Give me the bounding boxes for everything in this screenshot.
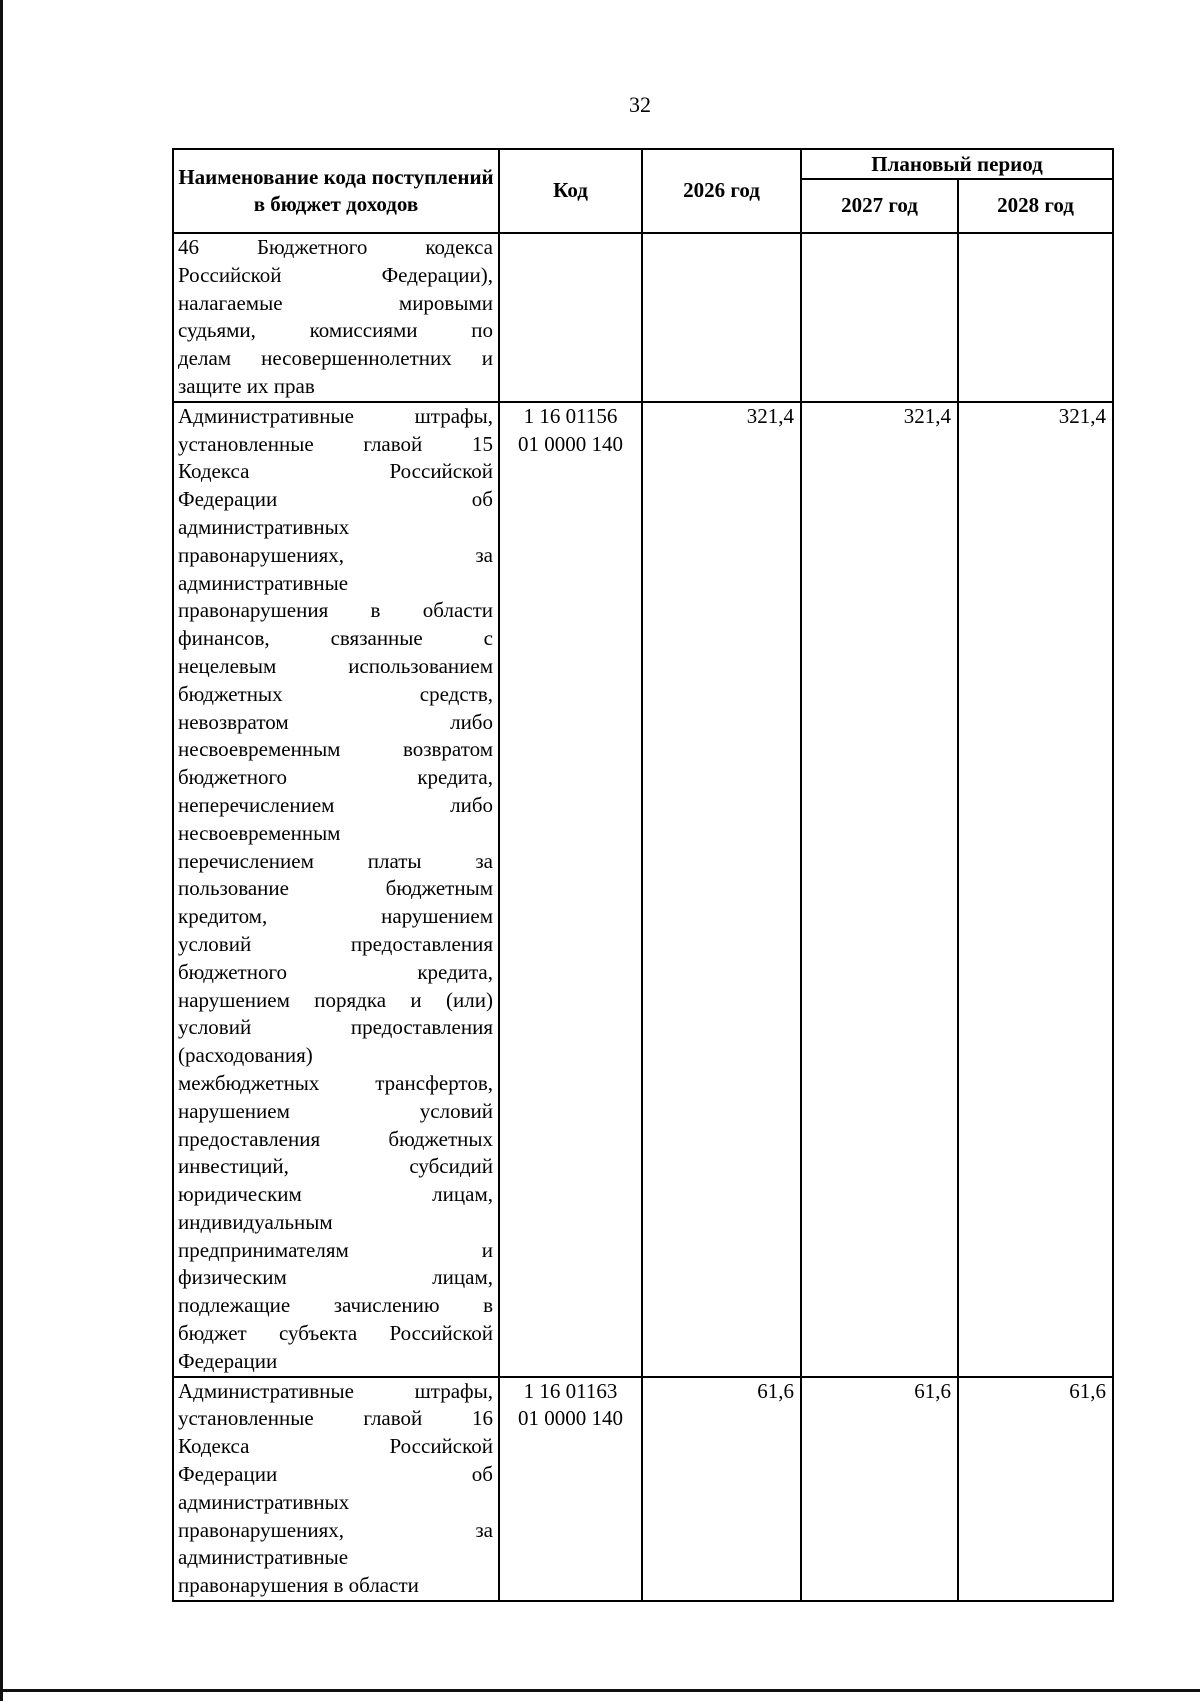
table-row <box>173 402 1113 1377</box>
amount-2028-cell: 61,6 <box>958 1377 1113 1601</box>
revenue-name-line: правонарушения в области <box>178 1573 419 1598</box>
revenue-name-line: нарушением порядка и (или) <box>178 987 493 1012</box>
revenue-name-line: бюджетного кредита, <box>178 765 493 790</box>
revenue-name-line: правонарушениях, за <box>178 1517 493 1542</box>
revenue-name-cell <box>173 233 499 402</box>
amount-2026-cell: 321,4 <box>642 402 801 1377</box>
revenue-name-cell <box>173 1377 499 1601</box>
scan-edge-left <box>0 0 3 1701</box>
revenue-name-line: несвоевременным <box>178 820 341 845</box>
revenue-name-line: Кодекса Российской <box>178 1434 493 1459</box>
revenue-name-line: административные <box>178 1545 349 1570</box>
header-planned-period: Плановый период <box>801 149 1113 179</box>
amount-2028-cell <box>958 233 1113 402</box>
amount-2026-cell <box>642 233 801 402</box>
table-header <box>173 149 1113 233</box>
revenue-name-line: налагаемые мировыми <box>178 290 493 315</box>
amount-2027-cell: 321,4 <box>801 402 958 1377</box>
revenue-name-line: правонарушениях, за <box>178 542 493 567</box>
revenue-name-line: Федерации об <box>178 487 493 512</box>
page-number: 32 <box>629 92 651 117</box>
revenue-name-line: Кодекса Российской <box>178 459 493 484</box>
amount-2026-cell: 61,6 <box>642 1377 801 1601</box>
revenue-name-line: финансов, связанные с <box>178 626 493 651</box>
revenue-name-line: индивидуальным <box>178 1209 333 1234</box>
revenue-name-line: делам несовершеннолетних и <box>178 346 493 371</box>
table-body <box>173 233 1113 1601</box>
revenue-name-line: инвестиций, субсидий <box>178 1154 493 1179</box>
header-name-column: Наименование кода поступлений в бюджет доходов <box>173 149 499 233</box>
revenue-name-line: 46 Бюджетного кодекса <box>178 235 493 259</box>
revenue-name-line: Федерации <box>178 1348 278 1373</box>
revenue-name-line: подлежащие зачислению в <box>178 1293 493 1318</box>
revenue-code-line: 1 16 01163 <box>523 1378 618 1403</box>
revenue-code-cell <box>499 1377 642 1601</box>
revenue-table <box>172 148 1114 1602</box>
revenue-name-line: установленные главой 15 <box>178 431 493 456</box>
revenue-name-line: условий предоставления <box>178 1015 493 1040</box>
revenue-code-line: 01 0000 140 <box>518 1406 623 1431</box>
revenue-name-line: бюджетных средств, <box>178 681 493 706</box>
revenue-name-line: бюджет субъекта Российской <box>178 1321 493 1346</box>
revenue-name-line: пользование бюджетным <box>178 876 493 901</box>
revenue-name-line: бюджетного кредита, <box>178 959 493 984</box>
amount-2027-cell: 61,6 <box>801 1377 958 1601</box>
amount-2028-cell: 321,4 <box>958 402 1113 1377</box>
revenue-code-line: 1 16 01156 <box>523 403 618 428</box>
revenue-name-line: административные <box>178 570 349 595</box>
revenue-name-line: кредитом, нарушением <box>178 904 493 929</box>
revenue-name-line: административных <box>178 514 350 539</box>
revenue-code-cell <box>499 233 642 402</box>
revenue-name-line: административных <box>178 1489 350 1514</box>
scan-edge-bottom <box>0 1689 1200 1692</box>
revenue-name-line: неперечислением либо <box>178 792 493 817</box>
revenue-name-line: правонарушения в области <box>178 598 493 623</box>
amount-2027-cell <box>801 233 958 402</box>
revenue-name-line: условий предоставления <box>178 931 493 956</box>
table-row <box>173 233 1113 402</box>
revenue-name-line: Российской Федерации), <box>178 262 493 287</box>
revenue-name-line: невозвратом либо <box>178 709 493 734</box>
revenue-name-line: юридическим лицам, <box>178 1182 493 1207</box>
header-year-2027: 2027 год <box>801 179 958 233</box>
revenue-name-line: Административные штрафы, <box>178 403 493 428</box>
revenue-name-line: межбюджетных трансфертов, <box>178 1070 493 1095</box>
revenue-name-line: нарушением условий <box>178 1098 493 1123</box>
table-row <box>173 1377 1113 1601</box>
revenue-name-line: защите их прав <box>178 373 315 398</box>
revenue-name-cell <box>173 402 499 1377</box>
revenue-name-line: несвоевременным возвратом <box>178 737 493 762</box>
revenue-code-line: 01 0000 140 <box>518 431 623 456</box>
revenue-name-line: нецелевым использованием <box>178 653 493 678</box>
revenue-name-line: Административные штрафы, <box>178 1378 493 1403</box>
header-code-column: Код <box>499 149 642 233</box>
revenue-name-line: установленные главой 16 <box>178 1406 493 1431</box>
header-year-2026: 2026 год <box>642 149 801 233</box>
header-year-2028: 2028 год <box>958 179 1113 233</box>
revenue-name-line: Федерации об <box>178 1462 493 1487</box>
revenue-name-line: физическим лицам, <box>178 1265 493 1290</box>
revenue-code-cell <box>499 402 642 1377</box>
revenue-name-line: судьями, комиссиями по <box>178 318 493 343</box>
revenue-name-line: предпринимателям и <box>178 1237 493 1262</box>
revenue-name-line: предоставления бюджетных <box>178 1126 493 1151</box>
revenue-name-line: перечислением платы за <box>178 848 493 873</box>
revenue-name-line: (расходования) <box>178 1043 313 1068</box>
